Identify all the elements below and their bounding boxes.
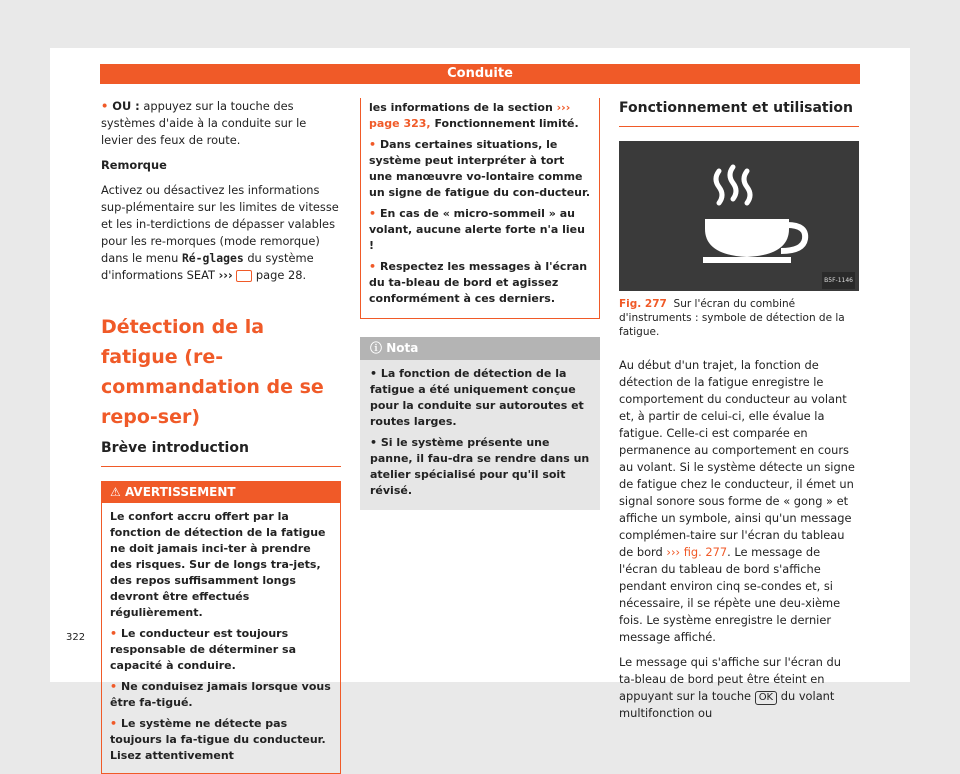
page-link[interactable]: page 28.: [255, 268, 307, 282]
sub-title-intro: Brève introduction: [101, 438, 341, 467]
warning-body: [102, 503, 340, 773]
warning-item: • Ne conduisez jamais lorsque vous être fa-tigué.: [110, 680, 331, 709]
bullet-icon: •: [110, 717, 118, 730]
message-paragraph: Le message qui s'affiche sur l'écran du ta-bleau de bord peut être éteint en appuyant sur la touche OK du volant multifonction ou: [619, 655, 841, 720]
operation-paragraph: Au début d'un trajet, la fonction de détection de la fatigue enregistre le comportement du conducteur au volant et, à partir de celui-ci, elle évalue la fatigue. Celle-ci est comparée en permanence au comportement en cours au volant. Si le système détecte un signe de fatigue chez le conducteur, il émet un signal sonore sous forme de « gong » et affiche un symbole, ainsi qu'un message complémen-taire sur l'écran du tableau de bord ››› fig. 277. Le message de l'écran du tableau de bord s'affiche pendant environ cinq se-condes et, si nécessaire, il se répète une deu-xième fois. Le système enregistre le dernier message affiché.: [619, 358, 855, 644]
nota-body: [360, 360, 600, 510]
sub-title-operation: Fonctionnement et utilisation: [619, 98, 859, 127]
warning-header: ⚠ AVERTISSEMENT: [102, 482, 340, 503]
bullet-icon: •: [370, 367, 381, 380]
page-link[interactable]: ››› page 323,: [369, 101, 571, 130]
bullet-icon: •: [369, 207, 377, 220]
bullet-icon: •: [369, 138, 377, 151]
warning-box: [101, 481, 341, 774]
figure-coffee: [619, 141, 859, 291]
info-icon: ⓘ: [370, 341, 383, 355]
warning-continuation-box: [360, 98, 600, 319]
warning-item: • Le système ne détecte pas toujours la fa-tigue du conducteur. Lisez attentivement: [110, 717, 326, 762]
column-right: [619, 98, 859, 730]
warning-item: • Respectez les messages à l'écran du ta-bleau de bord et agissez conformément à ces derniers.: [369, 260, 588, 305]
continuation-text: les informations de la section ››› page 323, Fonctionnement limité.: [369, 101, 579, 130]
bullet-icon: •: [110, 627, 118, 640]
figure-caption: Fig. 277 Sur l'écran du combiné d'instruments : symbole de détection de la fatigue.: [619, 298, 845, 338]
bullet-icon: •: [110, 680, 118, 693]
book-icon: [236, 270, 252, 282]
nota-header: ⓘ Nota: [360, 337, 600, 360]
warning-item: • Dans certaines situations, le système peut interpréter à tort une manœuvre vo-lontaire comme un signe de fatigue du con-ducteur.: [369, 138, 591, 199]
bullet-icon: •: [370, 436, 381, 449]
coffee-cup-icon: [619, 141, 859, 291]
section-title: Détection de la fatigue (re-commandation de se repo-ser): [101, 316, 324, 428]
warning-triangle-icon: ⚠: [110, 485, 121, 499]
nota-item: • La fonction de détection de la fatigue a été uniquement conçue pour la conduite sur autoroutes et routes larges.: [370, 367, 584, 428]
remorque-paragraph: Activez ou désactivez les informations sup-plémentaire sur les limites de vitesse et les in-terdictions de dépasser valables pour les re-morques (mode remorque) dans le menu Ré-glages du système d'informations SEAT ››› page 28.: [101, 183, 339, 282]
figure-link[interactable]: ››› fig. 277: [666, 545, 728, 559]
warning-item: • Le conducteur est toujours responsable de déterminer sa capacité à conduire.: [110, 627, 296, 672]
remorque-title: Remorque: [101, 158, 167, 172]
figure-tag: B5F-1146: [822, 272, 855, 289]
page-link-arrow[interactable]: ›››: [218, 268, 233, 282]
bullet-icon: •: [369, 260, 377, 273]
page-number: 322: [66, 632, 86, 643]
warning-intro: Le confort accru offert par la fonction de détection de la fatigue ne doit jamais inci-ter à prendre des risques. Sur de longs tra-jets, des repos suffisamment longs devront être effectués régulièrement.: [110, 510, 326, 619]
bullet-icon: •: [101, 99, 109, 113]
warning-item: • En cas de « micro-sommeil » au volant, aucune alerte forte n'a lieu !: [369, 207, 585, 252]
chapter-header: Conduite: [100, 64, 860, 84]
ou-paragraph: • OU : appuyez sur la touche des systèmes d'aide à la conduite sur le levier des feux de route.: [101, 99, 307, 147]
column-left: [101, 98, 341, 774]
ok-key: OK: [755, 691, 777, 705]
column-middle: [360, 98, 600, 510]
nota-item: • Si le système présente une panne, il fau-dra se rendre dans un atelier spécialisé pour qu'il soit révisé.: [370, 436, 590, 497]
